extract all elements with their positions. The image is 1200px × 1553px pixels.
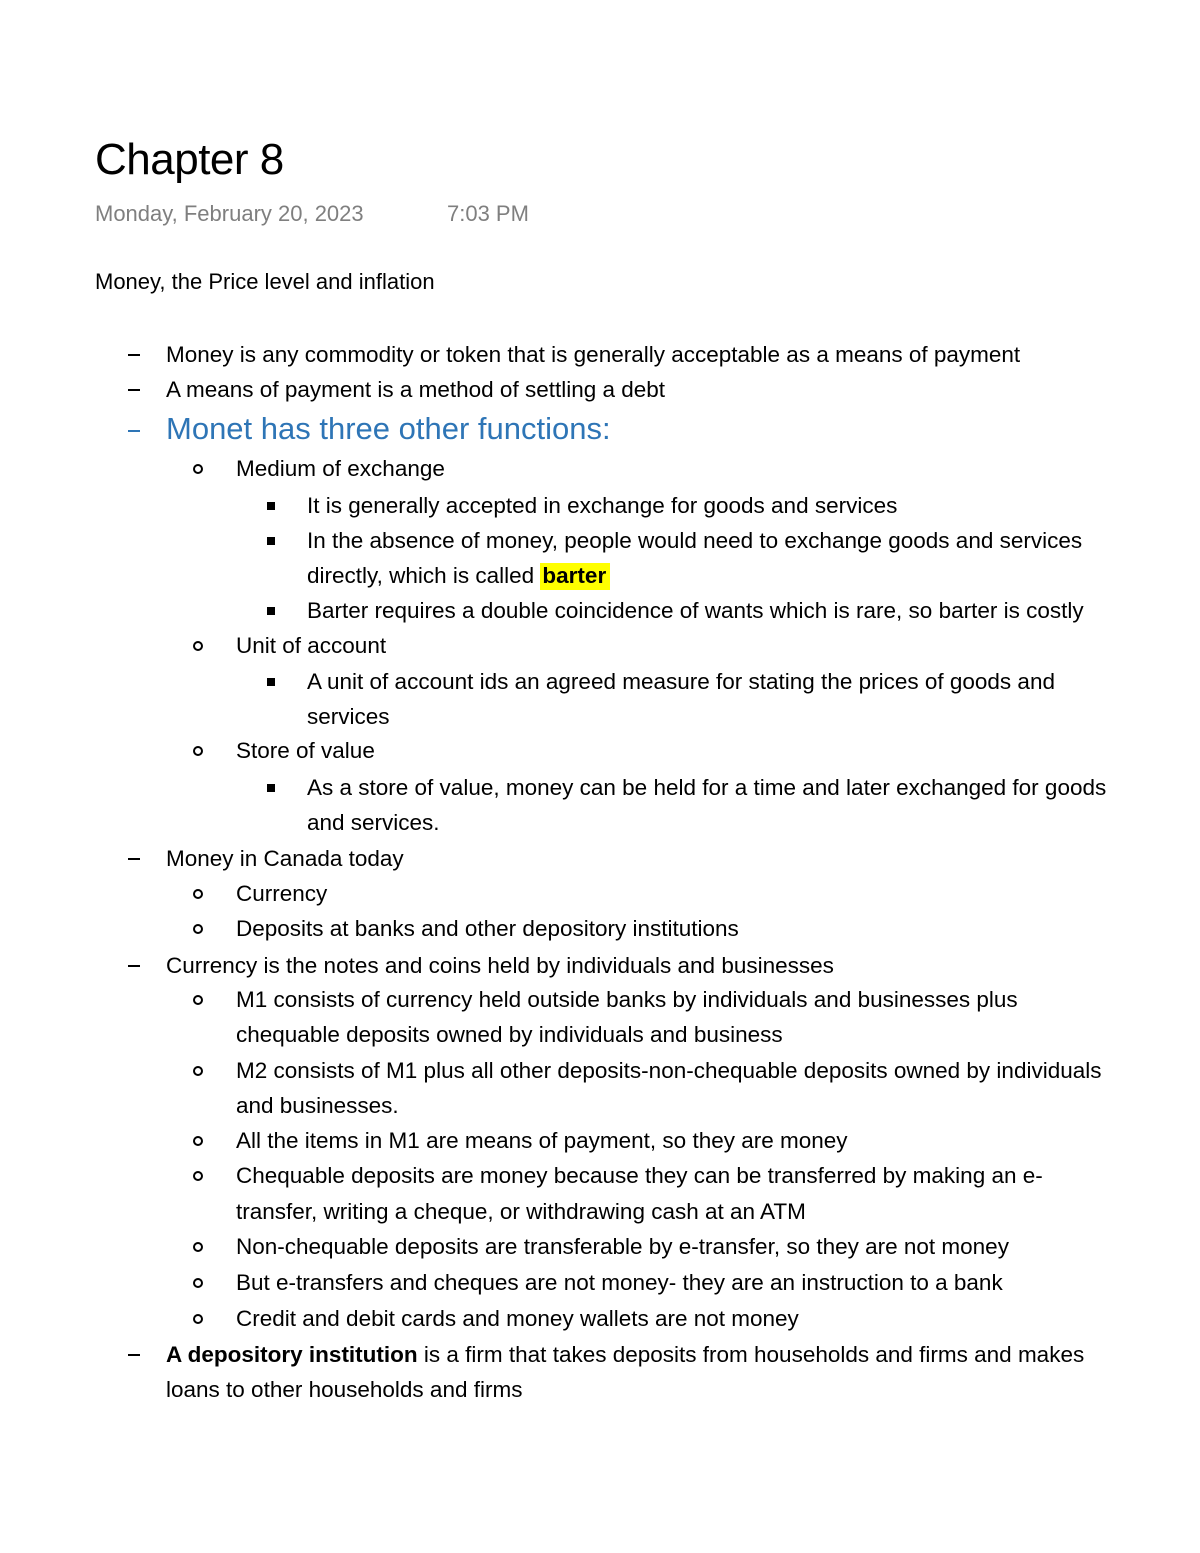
list-item xyxy=(0,982,1200,1017)
list-item-text: Chequable deposits are money because they can be transferred by making an e- xyxy=(236,1163,1043,1188)
list-item-text: Currency is the notes and coins held by individuals and businesses xyxy=(166,953,834,978)
list-item xyxy=(0,523,1200,558)
list-item-text: transfer, writing a cheque, or withdrawing cash at an ATM xyxy=(236,1199,806,1224)
list-item-text: Store of value xyxy=(236,738,375,763)
list-item-continuation xyxy=(0,1088,1200,1123)
note-date: Monday, February 20, 2023 xyxy=(95,201,364,226)
list-item xyxy=(0,1337,1200,1372)
continuation-text: directly, which is called xyxy=(307,563,541,588)
circle-bullet-icon xyxy=(193,924,203,934)
dash-bullet-icon xyxy=(128,354,140,356)
circle-bullet-icon xyxy=(193,1278,203,1288)
list-item xyxy=(0,733,1200,768)
circle-bullet-icon xyxy=(193,995,203,1005)
list-item-text: Barter requires a double coincidence of wants which is rare, so barter is costly xyxy=(307,598,1084,623)
list-item-text xyxy=(166,1337,1084,1372)
list-item xyxy=(0,1158,1200,1193)
list-item-continuation xyxy=(0,558,1200,593)
list-item-continuation xyxy=(0,1017,1200,1052)
circle-bullet-icon xyxy=(193,889,203,899)
circle-bullet-icon xyxy=(193,1242,203,1252)
circle-bullet-icon xyxy=(193,464,203,474)
circle-bullet-icon xyxy=(193,746,203,756)
list-item-text: chequable deposits owned by individuals and business xyxy=(236,1022,783,1047)
square-bullet-icon xyxy=(267,784,275,792)
list-item xyxy=(0,1053,1200,1088)
list-item-text xyxy=(307,558,610,593)
square-bullet-icon xyxy=(267,607,275,615)
list-item xyxy=(0,1123,1200,1158)
list-item-text: As a store of value, money can be held for a time and later exchanged for goods xyxy=(307,775,1107,800)
list-item-text: and services. xyxy=(307,810,440,835)
list-item-text: Non-chequable deposits are transferable by e-transfer, so they are not money xyxy=(236,1234,1009,1259)
list-item xyxy=(0,1229,1200,1264)
list-item xyxy=(0,1301,1200,1336)
list-item-text: A means of payment is a method of settling a debt xyxy=(166,377,666,402)
list-item-continuation xyxy=(0,1372,1200,1407)
list-item-continuation xyxy=(0,699,1200,734)
list-item xyxy=(0,488,1200,523)
definition-text: is a firm that takes deposits from households and firms and makes xyxy=(417,1342,1085,1367)
page-title: Chapter 8 xyxy=(95,135,284,184)
dash-bullet-icon xyxy=(128,965,140,967)
list-item-text: It is generally accepted in exchange for goods and services xyxy=(307,493,898,518)
list-item-text: In the absence of money, people would need to exchange goods and services xyxy=(307,528,1083,553)
square-bullet-icon xyxy=(267,537,275,545)
list-item-text: All the items in M1 are means of payment, so they are money xyxy=(236,1128,848,1153)
list-item xyxy=(0,593,1200,628)
list-item xyxy=(0,841,1200,876)
list-item xyxy=(0,770,1200,805)
note-time: 7:03 PM xyxy=(447,201,529,226)
dash-bullet-icon xyxy=(128,389,140,391)
highlighted-term: barter xyxy=(540,563,610,590)
list-item-text: Credit and debit cards and money wallets are not money xyxy=(236,1306,799,1331)
list-item xyxy=(0,1265,1200,1300)
dash-bullet-icon xyxy=(128,430,140,432)
list-item xyxy=(0,876,1200,911)
note-subtitle: Money, the Price level and inflation xyxy=(95,269,435,294)
list-item xyxy=(0,451,1200,486)
list-item-text: and businesses. xyxy=(236,1093,399,1118)
list-item-text: A unit of account ids an agreed measure for stating the prices of goods and xyxy=(307,669,1055,694)
list-item-continuation xyxy=(0,1194,1200,1229)
circle-bullet-icon xyxy=(193,1314,203,1324)
list-item-text: Deposits at banks and other depository institutions xyxy=(236,916,739,941)
circle-bullet-icon xyxy=(193,1171,203,1181)
list-item xyxy=(0,911,1200,946)
list-item xyxy=(0,948,1200,983)
dash-bullet-icon xyxy=(128,1354,140,1356)
list-item-text: Unit of account xyxy=(236,633,387,658)
circle-bullet-icon xyxy=(193,641,203,651)
list-item-text: Money in Canada today xyxy=(166,846,404,871)
section-heading xyxy=(0,408,1200,450)
square-bullet-icon xyxy=(267,678,275,686)
square-bullet-icon xyxy=(267,502,275,510)
list-item-text: Currency xyxy=(236,881,328,906)
list-item-text: loans to other households and firms xyxy=(166,1377,523,1402)
list-item-text: M2 consists of M1 plus all other deposits-non-chequable deposits owned by individuals xyxy=(236,1058,1102,1083)
list-item-text: M1 consists of currency held outside banks by individuals and businesses plus xyxy=(236,987,1018,1012)
list-item-text: But e-transfers and cheques are not money- they are an instruction to a bank xyxy=(236,1270,1003,1295)
section-heading-text: Monet has three other functions: xyxy=(166,411,611,446)
list-item-text: Money is any commodity or token that is generally acceptable as a means of payment xyxy=(166,342,1021,367)
list-item xyxy=(0,628,1200,663)
circle-bullet-icon xyxy=(193,1136,203,1146)
list-item xyxy=(0,664,1200,699)
list-item-text: services xyxy=(307,704,390,729)
dash-bullet-icon xyxy=(128,858,140,860)
list-item xyxy=(0,337,1200,372)
list-item-text: Medium of exchange xyxy=(236,456,445,481)
list-item xyxy=(0,372,1200,407)
bold-term: A depository institution xyxy=(166,1342,418,1367)
list-item-continuation xyxy=(0,805,1200,840)
circle-bullet-icon xyxy=(193,1066,203,1076)
